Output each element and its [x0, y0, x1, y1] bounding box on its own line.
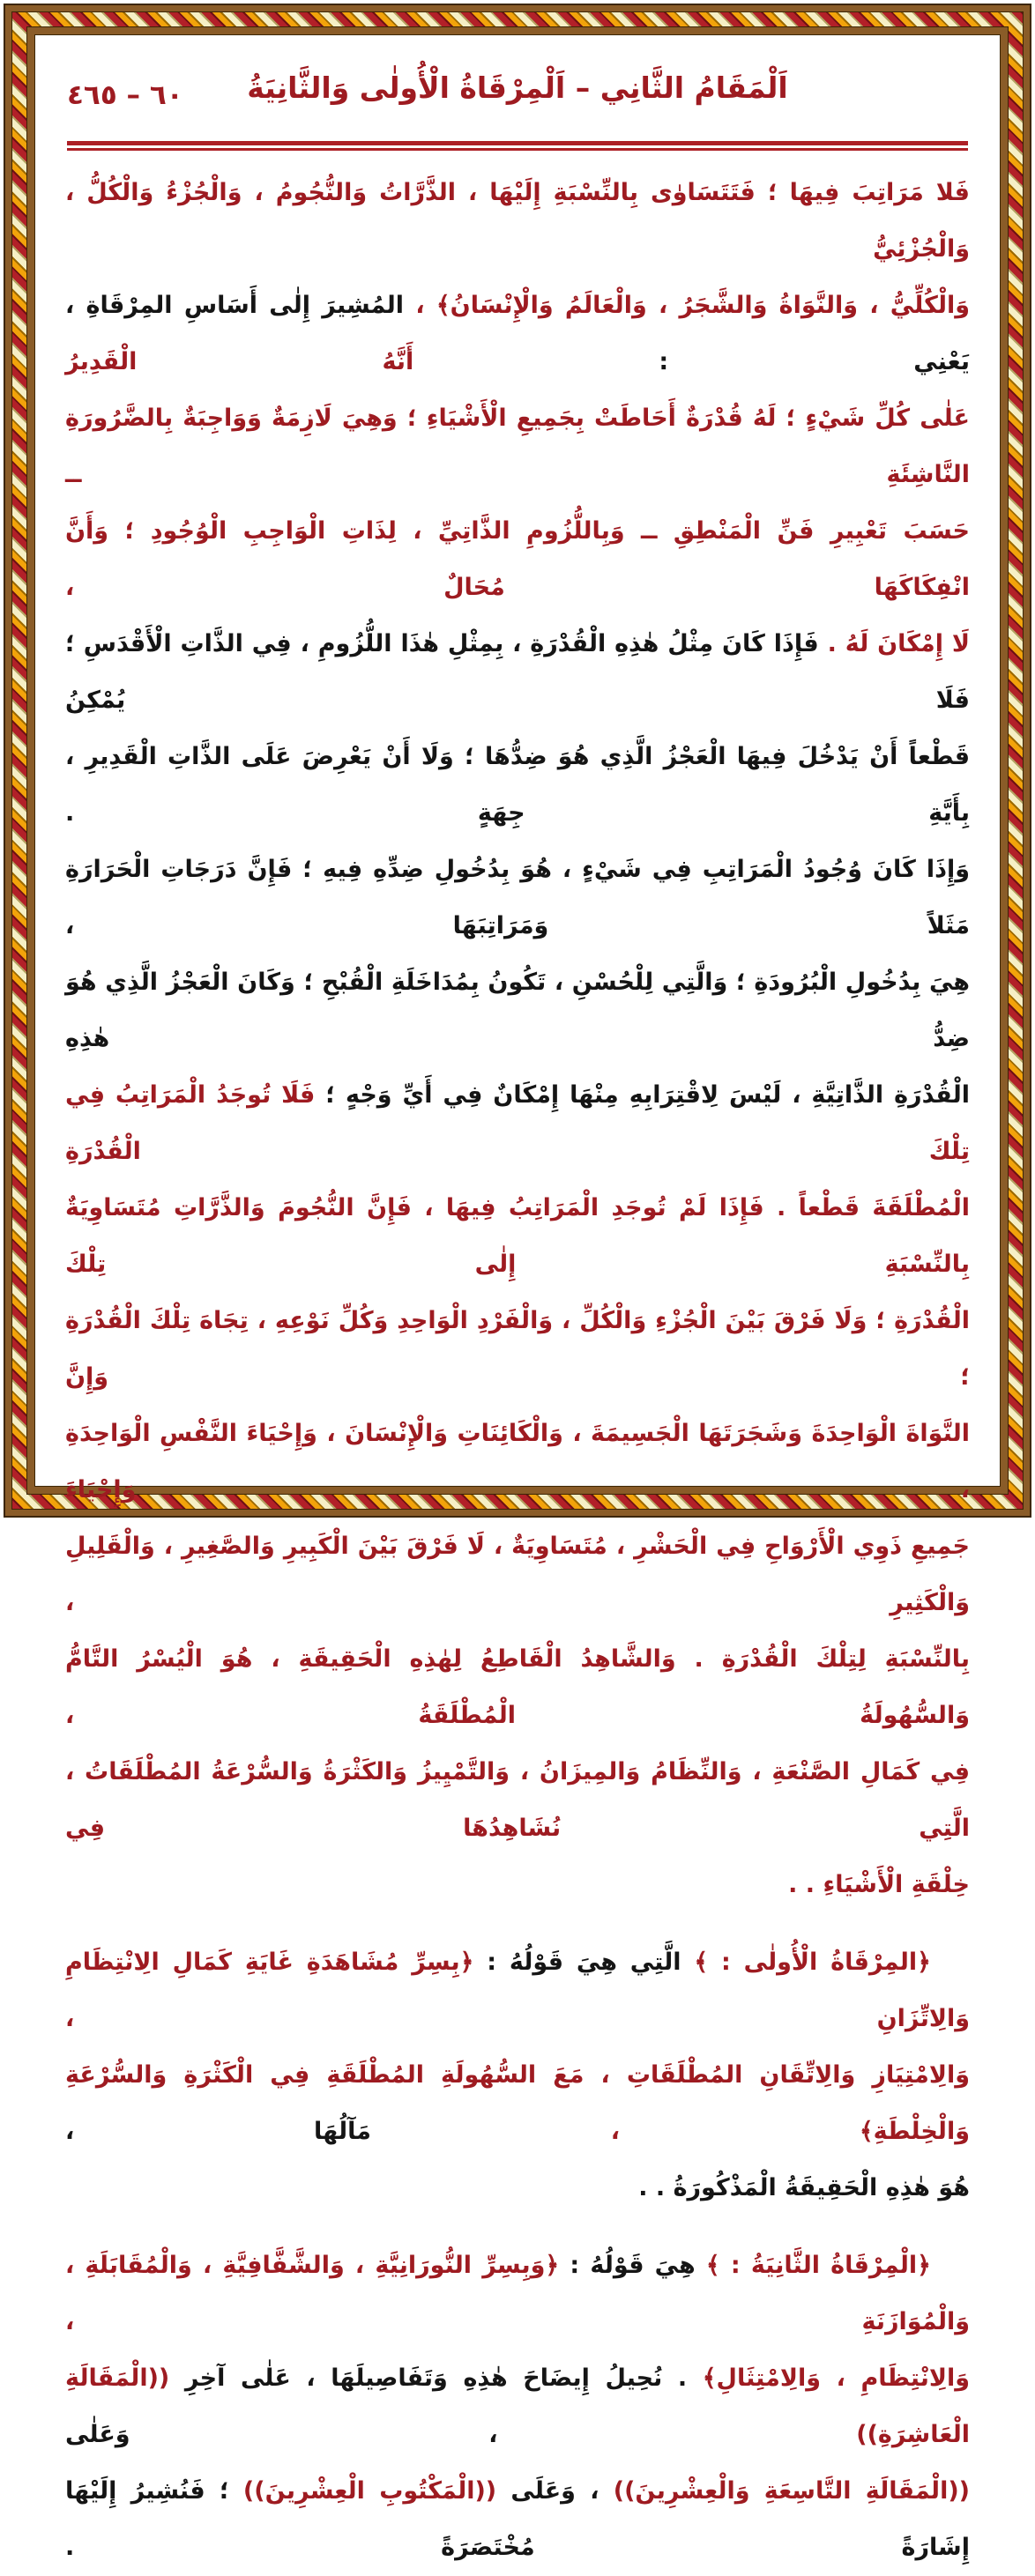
black-text-segment: وَإِذَا كَانَ وُجُودُ الْمَرَاتِبِ فِي شَيْءٍ ، هُوَ بِدُخُولِ ضِدِّهِ فِيهِ ؛ فَإِنَّ دَرَجَاتِ الْحَرَارَةِ مَثَلاً وَمَرَاتِبَهَا ، — [65, 856, 970, 939]
black-text-segment: الْقُدْرَةِ الذَّاتِيَّةِ ، لَيْسَ لِاقْتِرَابِهِ مِنْهَا إِمْكَانٌ فِي أَيِّ وَجْهٍ ؛ — [315, 1081, 970, 1109]
rule-thin-line — [67, 148, 968, 151]
text-line — [65, 165, 970, 278]
red-text-segment: ((الْمَقَالَةِ التَّاسِعَةِ وَالْعِشْرِينَ)) — [613, 2477, 971, 2505]
black-text-segment: هِيَ بِدُخُولِ الْبُرُودَةِ ؛ وَالَّتِي لِلْحُسْنِ ، تَكُونُ بِمُدَاخَلَةِ الْقُبْحِ ؛ وَكَانَ الْعَجْزُ الَّذِي هُوَ ضِدُّ هٰذِهِ — [65, 969, 970, 1052]
black-text-segment: الَّتِي هِيَ قَوْلُهُ : — [473, 1949, 681, 1976]
text-line — [65, 842, 970, 954]
text-line — [65, 2350, 970, 2463]
text-line — [65, 390, 970, 503]
black-text-segment: هِيَ قَوْلُهُ : — [559, 2252, 696, 2279]
black-text-segment: هُوَ هٰذِهِ الْحَقِيقَةُ الْمَذْكُورَةُ . . — [638, 2174, 970, 2201]
red-text-segment: الْمُطْلَقَةَ قَطْعاً . فَإِذَا لَمْ تُوجَدِ الْمَرَاتِبُ فِيهَا ، فَإِنَّ النُّجُومَ وَالذَّرَّاتِ مُتَسَاوِيَةٌ بِالنِّسْبَةِ إِلٰى تِلْكَ — [65, 1194, 970, 1278]
red-text-segment: لَا إِمْكَانَ لَهُ . — [818, 630, 970, 657]
text-line — [65, 2047, 970, 2160]
page-header — [62, 67, 973, 132]
page-title: اَلْمَقَامُ الثَّانِي – اَلْمِرْقَاةُ الْأُولٰى وَالثَّانِيَةُ — [247, 71, 788, 105]
red-text-segment: أَنَّهُ الْقَدِيرُ — [65, 348, 414, 375]
red-text-segment: ((الْمَقَالَةِ الْعَاشِرَةِ)) — [65, 2364, 970, 2448]
text-line — [65, 1067, 970, 1180]
text-line — [65, 278, 970, 390]
red-text-segment: ((الْمَكْتُوبِ الْعِشْرِينَ)) — [242, 2477, 497, 2505]
red-text-segment: فِي كَمَالِ الصَّنْعَةِ ، وَالنِّظَامُ وَالمِيزَانُ ، وَالتَّمْيِيزُ وَالكَثْرَةُ وَالسُّرْعَةُ المُطْلَقَاتُ ، الَّتِي نُشَاهِدُهَا فِي — [65, 1758, 970, 1842]
red-text-segment: فَلَا تُوجَدُ الْمَرَاتِبُ فِي تِلْكَ الْقُدْرَةِ — [65, 1081, 970, 1165]
red-text-segment: حَسَبَ تَعْبِيرِ فَنِّ الْمَنْطِقِ ــ وَبِاللُّزُومِ الذَّاتِيِّ ، لِذَاتِ الْوَاجِبِ الْوُجُودِ ؛ وَأَنَّ انْفِكَاكَهَا مُحَالٌ ، — [65, 517, 970, 601]
text-line — [65, 1934, 970, 2047]
black-text-segment: . نُحِيلُ إِيضَاحَ هٰذِهِ وَتَفَاصِيلَهَا ، عَلٰى آخِرِ — [169, 2364, 703, 2392]
black-text-segment: المُشِيرَ إِلٰى أَسَاسِ المِرْقَاةِ ، يَعْنِي : — [65, 292, 970, 375]
text-line — [65, 1631, 970, 1744]
black-text-segment: ؛ فَنُشِيرُ إِلَيْهَا إِشَارَةً مُخْتَصَرَةً . — [65, 2477, 970, 2561]
text-line — [65, 1293, 970, 1406]
black-text-segment: مَآلُهَا ، — [65, 2118, 371, 2145]
black-text-segment: قَطْعاً أَنْ يَدْخُلَ فِيهَا الْعَجْزُ الَّذِي هُوَ ضِدُّهَا ؛ وَلَا أَنْ يَعْرِضَ عَلَى الذَّاتِ الْقَدِيرِ ، بِأَيَّةِ جِهَةٍ . — [65, 743, 970, 827]
red-text-segment: الْقُدْرَةِ ؛ وَلَا فَرْقَ بَيْنَ الْجُزْءِ وَالْكُلِّ ، وَالْفَرْدِ الْوَاحِدِ وَكُلِّ نَوْعِهِ ، تِجَاهَ تِلْكَ الْقُدْرَةِ ؛ وَإِنَّ — [65, 1307, 970, 1391]
red-text-segment: وَالِانْتِظَامِ ، وَالِامْتِثَالِ﴾ — [702, 2364, 971, 2392]
black-text-segment: فَإِذَا كَانَ مِثْلُ هٰذِهِ الْقُدْرَةِ ، بِمِثْلِ هٰذَا اللُّزُومِ ، فِي الذَّاتِ الْأَقْدَسِ ؛ فَلَا يُمْكِنُ — [65, 630, 970, 714]
red-text-segment: النَّوَاةَ الْوَاحِدَةَ وَشَجَرَتَهَا الْجَسِيمَةَ ، وَالْكَائِنَاتِ وَالْإِنْسَانَ ، وَإِحْيَاءَ النَّفْسِ الْوَاحِدَةِ ، وَإِحْيَاءَ — [65, 1420, 970, 1503]
red-text-segment: عَلٰى كُلِّ شَيْءٍ ؛ لَهُ قُدْرَةٌ أَحَاطَتْ بِجَمِيعِ الْأَشْيَاءِ ؛ وَهِيَ لَازِمَةٌ وَوَاجِبَةٌ بِالضَّرُورَةِ النَّاشِئَةِ ــ — [65, 405, 970, 488]
red-text-segment: خِلْقَةِ الْأَشْيَاءِ . . — [788, 1871, 970, 1898]
page-content — [35, 35, 1000, 2561]
text-line — [65, 2463, 970, 2576]
red-text-segment: وَالْكُلِّيُّ ، وَالنَّوَاةُ وَالشَّجَرُ ، وَالْعَالَمُ وَالْإِنْسَانُ﴾ ، — [404, 292, 970, 319]
body-text — [65, 165, 970, 2576]
black-text-segment: ، وَعَلَى — [496, 2477, 614, 2505]
black-text-segment: ، وَعَلٰى — [65, 2421, 857, 2448]
red-text-segment: ﴿بِسِرِّ مُشَاهَدَةِ غَايَةِ كَمَالِ الِانْتِظَامِ وَالِاتِّزَانِ ، — [65, 1949, 970, 2032]
text-line — [65, 1406, 970, 1518]
text-line — [65, 1857, 970, 1913]
page-number: ٦٠ – ٤٦٥ — [67, 79, 183, 111]
text-line — [65, 616, 970, 729]
header-double-rule — [67, 141, 968, 151]
red-text-segment: بِالنِّسْبَةِ لِتِلْكَ الْقُدْرَةِ . وَالشَّاهِدُ الْقَاطِعُ لِهٰذِهِ الْحَقِيقَةِ ، هُوَ الْيُسْرُ التَّامُّ وَالسُّهُولَةُ الْمُطْلَقَةُ ، — [65, 1645, 970, 1729]
text-line — [65, 2238, 970, 2350]
red-text-segment: ﴿المِرْقَاةُ الْأُولٰى : ﴾ — [681, 1949, 931, 1976]
text-line — [65, 1744, 970, 1857]
red-text-segment: ﴿وَبِسِرِّ النُّورَانِيَّةِ ، وَالشَّفَّافِيَّةِ ، وَالْمُقَابَلَةِ ، وَالْمُوَازَنَةِ ، — [65, 2252, 970, 2335]
text-line — [65, 954, 970, 1067]
red-text-segment: ﴿الْمِرْقَاةُ الثَّانِيَةُ : ﴾ — [695, 2252, 932, 2279]
text-line — [65, 2160, 970, 2216]
text-line — [65, 1518, 970, 1631]
text-line — [65, 503, 970, 616]
text-line — [65, 1180, 970, 1293]
red-text-segment: فَلا مَرَاتِبَ فِيهَا ؛ فَتَتَسَاوٰى بِالنِّسْبَةِ إِلَيْهَا ، الذَّرَّاتُ وَالنُّجُومُ ، وَالْجُزْءُ وَالْكُلُّ ، وَالْجُزْئِيُّ — [65, 179, 970, 263]
text-line — [65, 729, 970, 842]
rule-thick-line — [67, 141, 968, 145]
red-text-segment: وَالِامْتِيَازِ وَالِاتِّقَانِ المُطْلَقَاتِ ، مَعَ السُّهُولَةِ المُطْلَقَةِ فِي الْكَثْرَةِ وَالسُّرْعَةِ وَالْخِلْطَةِ﴾ ، — [65, 2061, 970, 2145]
red-text-segment: جَمِيعِ ذَوِي الْأَرْوَاحِ فِي الْحَشْرِ ، مُتَسَاوِيَةٌ ، لَا فَرْقَ بَيْنَ الْكَبِيرِ وَالصَّغِيرِ ، وَالْقَلِيلِ وَالْكَثِيرِ ، — [65, 1533, 970, 1616]
